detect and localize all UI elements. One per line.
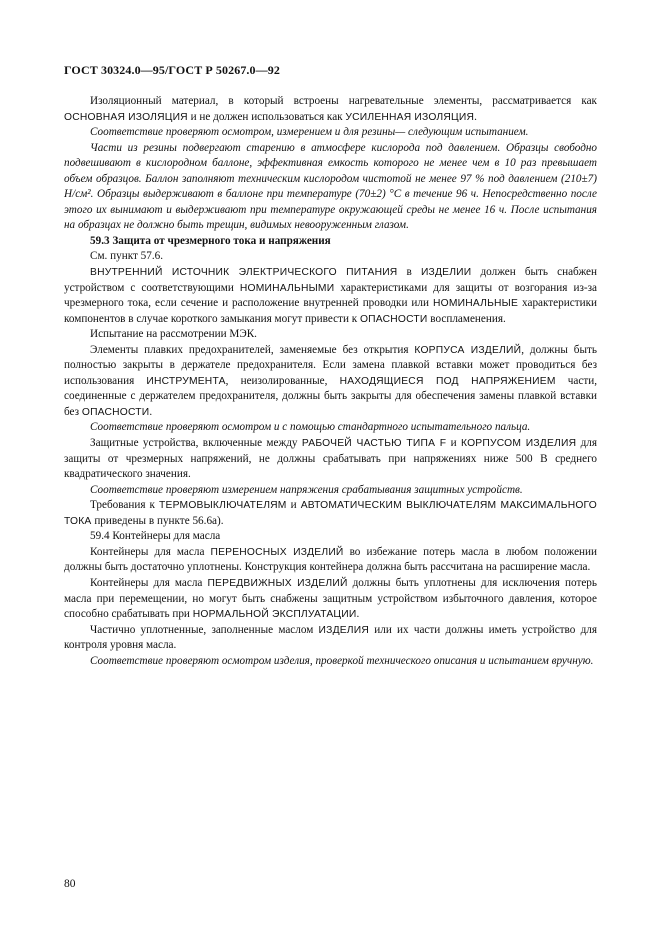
compliance-note bbox=[64, 654, 597, 670]
section-heading bbox=[64, 234, 597, 250]
text-run: См. пункт 57.6. bbox=[90, 250, 164, 263]
text-run: Соответствие проверяют осмотром изделия, проверкой технического описания и испытанием вручную. bbox=[90, 654, 594, 667]
text-run: характеристиками для защиты от возгорания из-за чрезмерного тока, если сечение и расположение внутренней проводки или bbox=[64, 281, 597, 310]
body-paragraph bbox=[64, 94, 597, 125]
text-run: и bbox=[286, 499, 301, 512]
text-run: Соответствие проверяют осмотром и с помощью стандартного испытательного пальца. bbox=[90, 421, 531, 434]
text-run: , неизолированные, bbox=[225, 374, 340, 387]
defined-term: ИЗДЕЛИИ bbox=[420, 267, 472, 279]
text-run: и bbox=[446, 437, 462, 450]
document-body bbox=[64, 94, 597, 669]
text-run: в bbox=[397, 266, 421, 279]
text-run: . bbox=[356, 608, 360, 621]
body-paragraph bbox=[64, 343, 597, 421]
text-run: или их части должны иметь устройство для контроля уровня масла. bbox=[64, 623, 597, 652]
defined-term: НАХОДЯЩИЕСЯ ПОД НАПРЯЖЕНИЕМ bbox=[339, 375, 556, 387]
text-run: Испытание на рассмотрении МЭК. bbox=[90, 328, 257, 341]
text-run: , должны быть полностью закрыты в держателе предохранителя. Если замена плавкой вставки может проводиться без использования bbox=[64, 343, 597, 387]
defined-term: ОСНОВНАЯ ИЗОЛЯЦИЯ bbox=[64, 111, 188, 123]
body-paragraph bbox=[64, 529, 597, 545]
defined-term: РАБОЧЕЙ ЧАСТЬЮ ТИПА F bbox=[301, 438, 447, 450]
text-run: характеристики компонентов в случае короткого замыкания могут привести к bbox=[64, 297, 597, 325]
text-run: Защитные устройства, включенные между bbox=[90, 437, 302, 450]
compliance-note bbox=[64, 420, 597, 436]
defined-term: АВТОМАТИЧЕСКИМ ВЫКЛЮЧАТЕЛЯМ МАКСИМАЛЬНОГО ТОКА bbox=[64, 500, 597, 527]
defined-term: ПЕРЕНОСНЫХ ИЗДЕЛИЙ bbox=[210, 546, 344, 558]
text-run: Требования к bbox=[90, 499, 160, 512]
text-run: должны быть уплотнены для исключения потерь масла при перемещении, но могут быть снабжены защитным устройством избыточного давления, которое способно срабатывать при bbox=[64, 576, 597, 621]
text-run: приведены в пункте 56.6а). bbox=[91, 514, 224, 527]
defined-term: НОРМАЛЬНОЙ ЭКСПЛУАТАЦИИ bbox=[192, 609, 357, 621]
text-run: части, соединенные с держателем предохранителя, должны быть закрыты для обеспечения замены плавкой вставки без bbox=[64, 374, 597, 418]
text-run: . bbox=[474, 110, 477, 123]
defined-term: УСИЛЕННАЯ ИЗОЛЯЦИЯ bbox=[345, 111, 475, 123]
compliance-note bbox=[64, 125, 597, 141]
body-paragraph bbox=[64, 545, 597, 576]
defined-term: НОМИНАЛЬНЫМИ bbox=[239, 282, 335, 294]
defined-term: ОПАСНОСТИ bbox=[359, 313, 428, 325]
body-paragraph bbox=[64, 576, 597, 623]
defined-term: ПЕРЕДВИЖНЫХ ИЗДЕЛИЙ bbox=[207, 577, 348, 589]
text-run: Элементы плавких предохранителей, заменяемые без открытия bbox=[90, 343, 415, 356]
text-run: Контейнеры для масла bbox=[90, 545, 211, 558]
body-paragraph bbox=[64, 436, 597, 483]
defined-term: ОПАСНОСТИ bbox=[81, 406, 150, 418]
text-run: 59.4 Контейнеры для масла bbox=[90, 530, 221, 543]
text-run: 59.3 Защита от чрезмерного тока и напряжения bbox=[90, 234, 331, 247]
defined-term: ВНУТРЕННИЙ ИСТОЧНИК ЭЛЕКТРИЧЕСКОГО ПИТАНИЯ bbox=[90, 267, 398, 279]
compliance-note bbox=[64, 483, 597, 499]
document-header: ГОСТ 30324.0—95/ГОСТ Р 50267.0—92 bbox=[64, 63, 280, 77]
text-run: Частично уплотненные, заполненные маслом bbox=[90, 623, 319, 636]
text-run: для защиты от чрезмерных напряжений, не должны срабатывать при напряжениях ниже 500 В среднего квадратического значения. bbox=[64, 437, 597, 481]
page-number: 80 bbox=[64, 878, 76, 890]
defined-term: КОРПУСА ИЗДЕЛИЙ bbox=[414, 344, 522, 356]
text-run: Соответствие проверяют осмотром, измерением и для резины— следующим испытанием. bbox=[90, 126, 529, 139]
text-run: во избежание потерь масла в любом положении должны быть достаточно уплотнены. Конструкция контейнера должна быть рассчитана на расширение масла. bbox=[64, 545, 597, 574]
text-run: . bbox=[149, 405, 153, 418]
body-paragraph bbox=[64, 327, 597, 343]
text-run: Изоляционный материал, в который встроены нагревательные элементы, рассматривается как bbox=[90, 95, 597, 107]
text-run: Контейнеры для масла bbox=[90, 576, 208, 589]
defined-term: ИЗДЕЛИЯ bbox=[318, 624, 370, 636]
defined-term: ИНСТРУМЕНТА bbox=[146, 375, 226, 387]
defined-term: ТЕРМОВЫКЛЮЧАТЕЛЯМ bbox=[159, 500, 287, 512]
text-run: и не должен использоваться как bbox=[187, 110, 346, 123]
text-run: должен быть снабжен устройством с соответствующими bbox=[64, 266, 598, 294]
body-paragraph bbox=[64, 249, 597, 265]
compliance-note bbox=[64, 141, 597, 234]
body-paragraph bbox=[64, 265, 597, 327]
defined-term: НОМИНАЛЬНЫЕ bbox=[432, 298, 519, 310]
text-run: Соответствие проверяют измерением напряжения срабатывания защитных устройств. bbox=[90, 483, 523, 496]
text-run: Части из резины подвергают старению в атмосфере кислорода под давлением. Образцы свободно подвешивают в кислородном баллоне, эффективная емкость которого не менее чем в 10 раз превышает объем образцов. Баллон заполняют техническим кислородом чистотой не менее 97 % под давлением (210±7) Н/см². Образцы выдерживают в баллоне при температуре (70±2) °С в течение 96 ч. Непосредственно после этого их вынимают и выдерживают при температуре окружающей среды не менее 16 ч. После испытания на образцах не должно быть трещин, видимых невооруженным глазом. bbox=[64, 141, 597, 232]
defined-term: КОРПУСОМ ИЗДЕЛИЯ bbox=[461, 438, 577, 450]
text-run: воспламенения. bbox=[427, 312, 506, 325]
body-paragraph bbox=[64, 623, 597, 654]
body-paragraph bbox=[64, 498, 597, 529]
